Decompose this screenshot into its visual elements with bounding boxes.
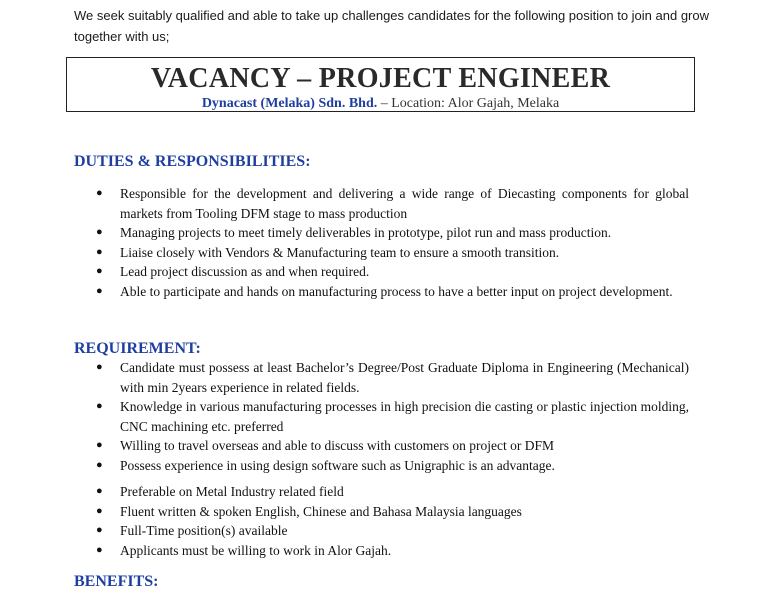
bullet-dot-icon: ●: [96, 284, 103, 297]
list-item: [92, 358, 689, 397]
duties-heading: DUTIES & RESPONSIBILITIES:: [74, 153, 311, 170]
list-item-text: Responsible for the development and delivering a wide range of Diecasting components for global markets from Tooling DFM stage to mass production: [120, 186, 689, 221]
list-item-text: Preferable on Metal Industry related field: [120, 484, 344, 499]
list-item: [92, 397, 689, 436]
list-item: [92, 502, 689, 522]
list-item: [92, 243, 689, 263]
company-name: Dynacast (Melaka) Sdn. Bhd.: [201, 96, 378, 111]
list-item: [92, 262, 689, 282]
bullet-dot-icon: ●: [96, 458, 103, 471]
title-box: [66, 57, 695, 112]
bullet-dot-icon: ●: [96, 439, 103, 451]
list-item: [92, 184, 689, 223]
bullet-dot-icon: ●: [96, 524, 103, 536]
list-item: [92, 521, 689, 541]
list-item: [92, 282, 689, 302]
bullet-dot-icon: ●: [96, 504, 103, 517]
benefits-heading: BENEFITS:: [74, 573, 159, 590]
requirement-heading: REQUIREMENT:: [74, 340, 201, 357]
bullet-dot-icon: ●: [96, 226, 103, 238]
list-item-text: Managing projects to meet timely deliverables in prototype, pilot run and mass production.: [120, 225, 612, 240]
list-item-text: Lead project discussion as and when required.: [120, 264, 370, 279]
list-item-text: Knowledge in various manufacturing processes in high precision die casting or plastic injection molding, CNC machining etc. preferred: [120, 399, 689, 434]
list-item-text: Possess experience in using design software such as Unigraphic is an advantage.: [120, 457, 555, 473]
subtitle: [67, 96, 694, 112]
list-item-text: Willing to travel overseas and able to discuss with customers on project or DFM: [120, 438, 554, 453]
list-item-text: Candidate must possess at least Bachelor’s Degree/Post Graduate Diploma in Engineering (Mechanical) with min 2years experience in related fields.: [120, 360, 689, 395]
list-item: [92, 482, 689, 502]
list-item: [92, 541, 689, 561]
bullet-dot-icon: ●: [96, 187, 103, 199]
intro-text: We seek suitably qualified and able to take up challenges candidates for the following position to join and grow together with us;: [74, 8, 710, 44]
list-item-text: Full-Time position(s) available: [120, 523, 288, 538]
location-text: – Location: Alor Gajah, Melaka: [377, 96, 560, 111]
bullet-dot-icon: ●: [96, 361, 103, 373]
requirement-list: [92, 358, 689, 475]
list-item-text: Fluent written & spoken English, Chinese and Bahasa Malaysia languages: [120, 503, 522, 519]
bullet-dot-icon: ●: [96, 485, 103, 497]
bullet-dot-icon: ●: [96, 400, 103, 412]
bullet-dot-icon: ●: [96, 265, 103, 277]
list-item: [92, 456, 689, 476]
list-item-text: Applicants must be willing to work in Alor Gajah.: [120, 542, 392, 558]
requirement-list-2: [92, 482, 689, 560]
page-title: VACANCY – PROJECT ENGINEER: [150, 63, 611, 94]
bullet-dot-icon: ●: [96, 543, 103, 556]
list-item: [92, 436, 689, 456]
list-item-text: Able to participate and hands on manufacturing process to have a better input on project development.: [120, 283, 673, 299]
list-item: [92, 223, 689, 243]
duties-list: [92, 184, 689, 301]
bullet-dot-icon: ●: [96, 245, 103, 258]
list-item-text: Liaise closely with Vendors & Manufacturing team to ensure a smooth transition.: [120, 244, 560, 260]
